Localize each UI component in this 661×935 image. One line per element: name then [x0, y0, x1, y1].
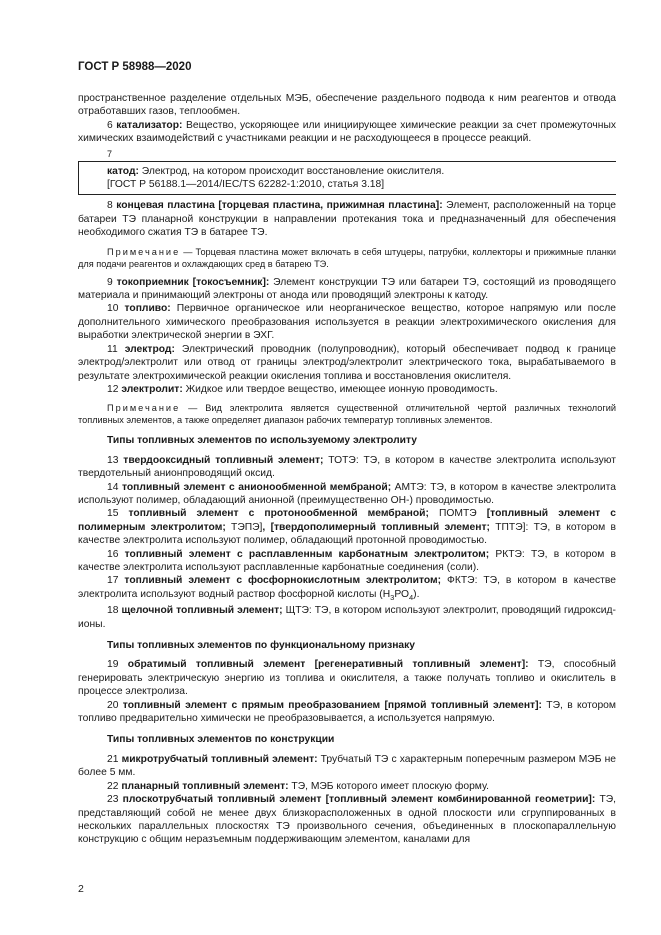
term-name: планарный топливный элемент: [121, 780, 289, 792]
formula-end: ). [413, 588, 420, 600]
term-number: 8 [107, 200, 117, 212]
term-name: плоскотрубчатый топливный элемент [топливный элемент комбинированной геометрии]: [122, 794, 596, 806]
term-definition: Вещество, ускоряющее или инициирующее химические реакции за счет промежуточных химических взаимодействий с участниками реакции и не расходующееся в процессе реакций. [78, 119, 616, 145]
document-body [78, 92, 616, 847]
term-name: топливный элемент с протонообменной мембраной; [128, 508, 429, 520]
note-label: Примечание [107, 246, 181, 257]
term-8 [78, 199, 616, 239]
term-definition: Элемент конструкции ТЭ или батареи ТЭ, состоящий из проводящего материала и принимающий электроны от анода или проводящий электроны к катоду. [78, 276, 617, 302]
term-definition: ТЭ, в котором топливо предварительно химически не преобразовывается, а используется напрямую. [78, 699, 616, 725]
term-definition: РКТЭ: ТЭ, в котором в качестве электролита используют расплавленные карбонатные соединения (соли). [78, 548, 616, 573]
note-1 [78, 246, 616, 270]
term-name: щелочной топливный элемент; [121, 605, 283, 617]
note-label: Примечание [107, 403, 181, 414]
term-definition: ФКТЭ: ТЭ, в котором в качестве электролита используют водный раствор фосфорной кислоты (Н [78, 575, 616, 600]
paragraph: пространственное разделение отдельных МЭБ, обеспечение раздельного подвода к ним реагентов и отвода отработавших газов, теплообмен. [78, 93, 616, 118]
note-text: — Торцевая пластина может включать в себя штуцеры, патрубки, коллекторы и прижимные планки для подачи реагентов и охлаждающих сред в батарею ТЭ. [78, 246, 616, 269]
term-name: микротрубчатый топливный элемент: [121, 753, 318, 765]
term-name: топливо: [124, 303, 171, 315]
term-12 [78, 383, 616, 396]
term-number: 10 [107, 303, 125, 315]
term-definition: ТПТЭ]: ТЭ, в котором в качестве электролита используют полимер, обладающий протонной проводимостью. [78, 521, 616, 547]
term-name: топливный элемент с анионообменной мембраной; [121, 481, 392, 493]
term-abbr: ТЭПЭ] [225, 521, 263, 533]
term-name: катод: [107, 165, 139, 177]
term-number: 17 [107, 575, 125, 587]
term-number: 14 [107, 481, 122, 493]
term-definition: Трубчатый ТЭ с характерным поперечным размером МЭБ не более 5 мм. [78, 753, 616, 779]
term-23 [78, 793, 616, 847]
page-number: 2 [78, 883, 84, 895]
formula-part: РО [394, 588, 409, 600]
term-number: 16 [107, 548, 125, 560]
term-name: топливный элемент с расплавленным карбонатным электролитом; [124, 548, 490, 560]
term-10 [78, 302, 616, 342]
term-definition: Элемент, расположенный на торце батареи ТЭ планарной конструкции в направлении протекания тока и предназначенный для обеспечения необходимого сжатия ТЭ в батарее ТЭ. [78, 200, 616, 239]
term-abbr: ПОМТЭ [428, 508, 487, 520]
term-definition: ТОТЭ: ТЭ, в котором в качестве электролита используют твердотельный анионпроводящий оксид. [78, 454, 616, 480]
term-definition: Электрический проводник (полупроводник), который обеспечивает подвод к границе электрод/электролит или отвод от границы электрод/электролит электрического тока, вырабатываемого в результате электрохимической реакции окисления топлива и восстановления окислителя. [78, 343, 616, 382]
term-definition: Электрод, на котором происходит восстановление окислителя. [138, 165, 445, 177]
term-16 [78, 548, 616, 575]
term-number: 18 [107, 605, 122, 617]
term-19 [78, 658, 616, 698]
section-heading: Типы топливных элементов по функциональному признаку [107, 640, 416, 652]
term-number: 20 [107, 699, 123, 711]
term-name: концевая пластина [торцевая пластина, прижимная пластина]: [116, 200, 443, 212]
term-definition: Жидкое или твердое вещество, имеющее ионную проводимость. [182, 383, 498, 395]
term-number: 9 [107, 276, 117, 288]
term-name: электрод: [124, 343, 175, 355]
term-21 [78, 753, 616, 780]
note-text: — Вид электролита является существенной отличительной чертой различных технологий топливных элементов, а также определяет диапазон рабочих температур топливных элементов. [78, 403, 616, 426]
term-number: 15 [107, 508, 129, 520]
section-heading: Типы топливных элементов по используемому электролиту [107, 435, 417, 447]
term-definition: АМТЭ: ТЭ, в котором в качестве электролита используют полимер, обладающий анионной (преимущественно ОН-) проводимостью. [78, 481, 616, 506]
term-number: 7 [107, 148, 113, 159]
term-17 [78, 574, 616, 604]
term-9 [78, 276, 616, 303]
term-name: электролит: [121, 383, 183, 395]
term-number: 21 [107, 753, 122, 765]
term-11 [78, 343, 616, 383]
section-heading: Типы топливных элементов по конструкции [107, 734, 335, 746]
term-18 [78, 604, 616, 631]
term-number: 19 [107, 659, 128, 671]
term-definition: ТЭ, способный генерировать электрическую энергию из топлива и окислителя, а также получать топливо и окислитель в процессе электролиза. [78, 659, 616, 698]
term-definition: ЩТЭ: ТЭ, в котором используют электролит, проводящий гидроксид-ионы. [78, 605, 616, 630]
term-7-box [78, 161, 616, 196]
term-reference: [ГОСТ Р 56188.1—2014/IEC/TS 62282-1:2010, статья 3.18] [107, 179, 385, 191]
term-15 [78, 507, 616, 547]
term-name: токоприемник [токосъемник]: [116, 276, 270, 288]
term-name: обратимый топливный элемент [регенеративный топливный элемент]: [127, 659, 529, 671]
term-name: твердооксидный топливный элемент; [123, 454, 324, 466]
term-22 [78, 780, 616, 793]
term-number: 11 [107, 343, 125, 355]
term-definition: Первичное органическое или неорганическое вещество, которое напрямую или после дополнительного химического преобразования используется в реакции электрохимического окисления для выработки электрической энергии в ЭХГ. [78, 303, 616, 342]
term-number: 23 [107, 794, 123, 806]
term-6 [78, 119, 616, 146]
term-name: катализатор: [116, 119, 183, 131]
subscript: 4 [409, 592, 414, 602]
document-header: ГОСТ Р 58988—2020 [78, 61, 192, 73]
note-2 [78, 402, 616, 426]
term-number: 22 [107, 780, 122, 792]
term-definition: ТЭ, МЭБ которого имеет плоскую форму. [288, 780, 489, 792]
term-14 [78, 481, 616, 508]
term-number: 6 [107, 119, 117, 131]
term-13 [78, 454, 616, 481]
term-synonym: [топливный элемент с полимерным электролитом; [78, 508, 617, 533]
term-definition: ТЭ, представляющий собой не менее двух близкорасположенных в одной плоскости или сгруппированных в нескольких параллельных плоскостях ТЭ произвольного сечения, объединенных в плоскопараллельную конструкцию с общим неразъемным поддерживающим элементом, каналами для [78, 794, 616, 846]
term-number: 13 [107, 454, 124, 466]
subscript: 3 [390, 592, 395, 602]
term-7-block [78, 148, 616, 196]
term-synonym: , [твердополимерный топливный элемент; [262, 521, 490, 533]
term-number: 12 [107, 383, 122, 395]
term-20 [78, 699, 616, 726]
term-name: топливный элемент с фосфорнокислотным электролитом; [124, 575, 442, 587]
term-name: топливный элемент с прямым преобразованием [прямой топливный элемент]: [122, 699, 542, 711]
